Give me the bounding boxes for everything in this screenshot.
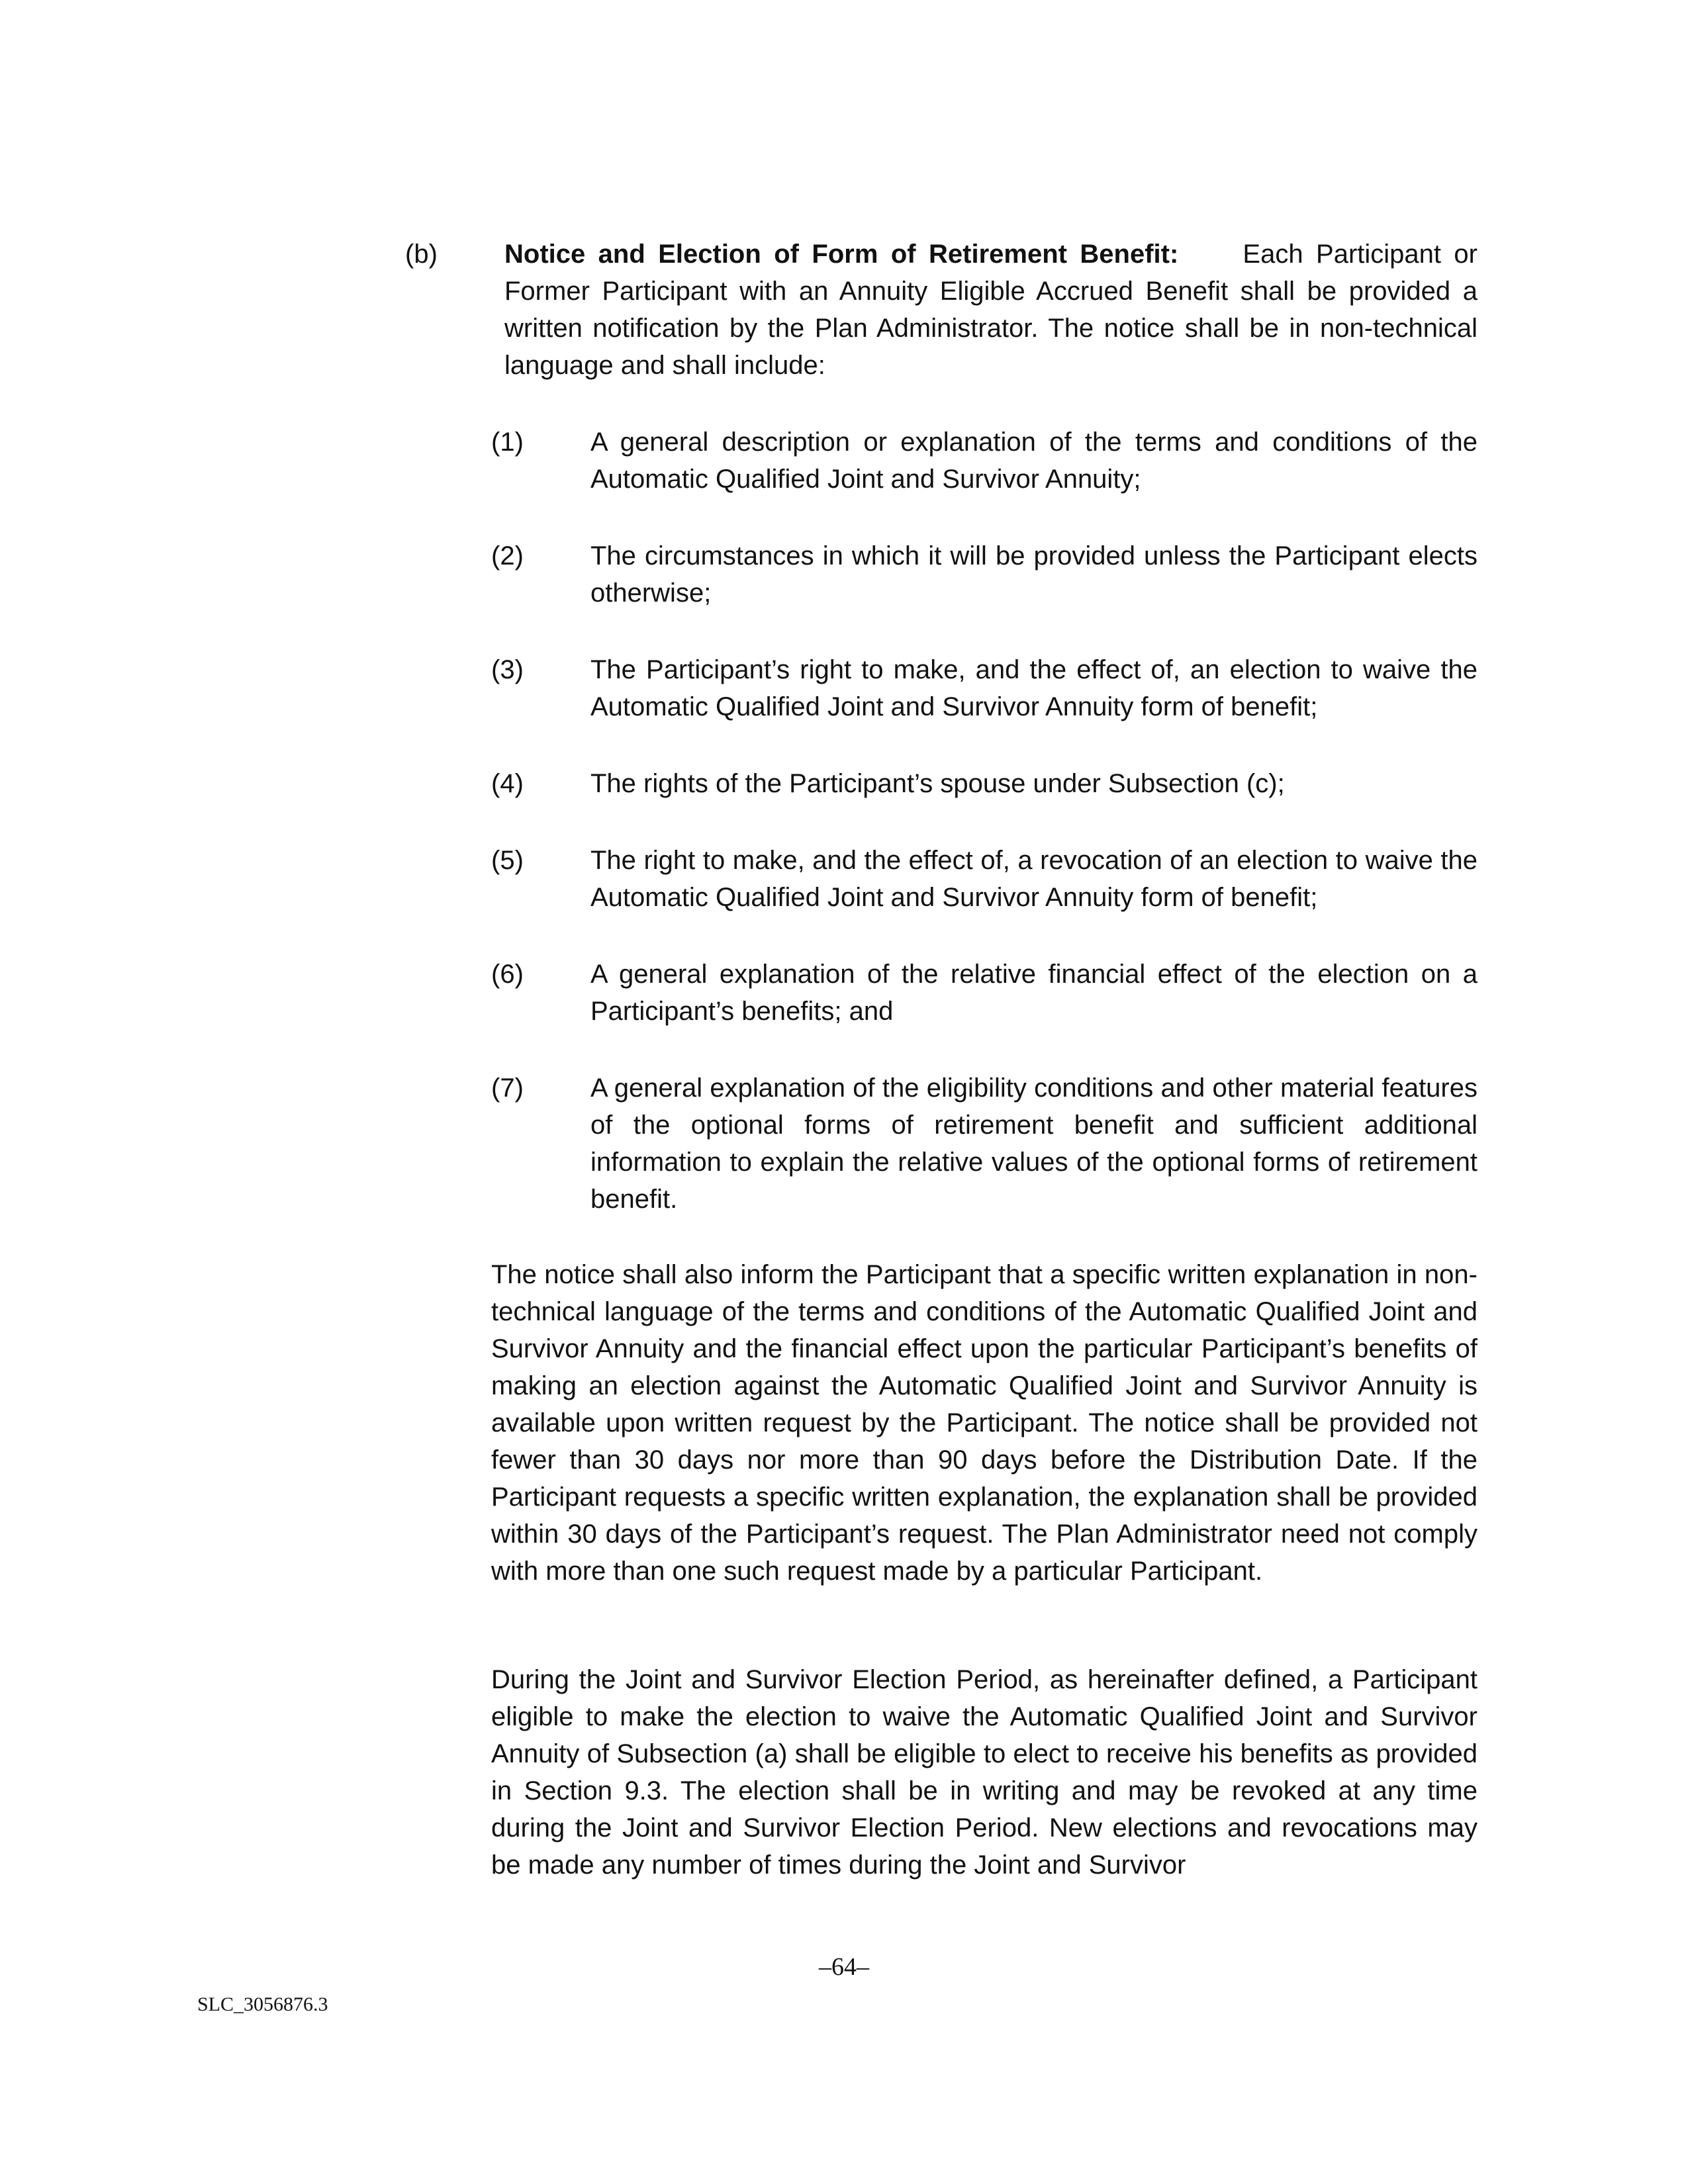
- list-item-number: (4): [491, 769, 524, 798]
- paragraph-notice: The notice shall also inform the Participant that a specific written explanation in non-technical language of the terms and conditions of the Automatic Qualified Joint and Survivor Annuity and the financial effect upon the particular Participant’s benefits of making an election against the Automatic Qualified Joint and Survivor Annuity is available upon written request by the Participant. The notice shall be provided not fewer than 30 days nor more than 90 days before the Distribution Date. If the Participant requests a specific written explanation, the explanation shall be provided within 30 days of the Participant’s request. The Plan Administrator need not comply with more than one such request made by a particular Participant.: [491, 1260, 1477, 1586]
- section-intro-text: Each Participant or Former Participant with an Annuity Eligible Accrued Benefit shall be provided a written notification by the Plan Administrator. The notice shall be in non-technical language and shall include:: [504, 240, 1477, 380]
- list-item-text: A general description or explanation of the terms and conditions of the Automatic Qualified Joint and Survivor Annuity;: [590, 428, 1477, 494]
- list-item-text: A general explanation of the eligibility conditions and other material features of the optional forms of retirement benefit and sufficient additional information to explain the relative values of the optional forms of retirement benefit.: [590, 1073, 1477, 1214]
- section-intro-paragraph: [504, 236, 1477, 384]
- section-label: (b): [405, 240, 438, 269]
- page-number: –64–: [819, 1953, 869, 1981]
- list-item-text: The circumstances in which it will be provided unless the Participant elects otherwise;: [590, 541, 1477, 608]
- list-item-number: (2): [491, 541, 524, 570]
- list-item-text: The rights of the Participant’s spouse under Subsection (c);: [590, 769, 1285, 798]
- list-item-number: (3): [491, 655, 524, 684]
- document-id: SLC_3056876.3: [197, 1993, 328, 2015]
- list-item-number: (5): [491, 846, 524, 875]
- list-item-number: (1): [491, 428, 524, 457]
- paragraph-election-period: During the Joint and Survivor Election Period, as hereinafter defined, a Participant eligible to make the election to waive the Automatic Qualified Joint and Survivor Annuity of Subsection (a) shall be eligible to elect to receive his benefits as provided in Section 9.3. The election shall be in writing and may be revoked at any time during the Joint and Survivor Election Period. New elections and revocations may be made any number of times during the Joint and Survivor: [491, 1665, 1477, 1880]
- list-item-text: The right to make, and the effect of, a revocation of an election to waive the Automatic Qualified Joint and Survivor Annuity form of benefit;: [590, 846, 1477, 912]
- list-item-text: The Participant’s right to make, and the effect of, an election to waive the Automatic Qualified Joint and Survivor Annuity form of benefit;: [590, 655, 1477, 721]
- section-title: Notice and Election of Form of Retirement Benefit:: [504, 240, 1179, 269]
- list-item-text: A general explanation of the relative financial effect of the election on a Participant’s benefits; and: [590, 960, 1477, 1026]
- list-item-number: (6): [491, 960, 524, 989]
- list-item-number: (7): [491, 1073, 524, 1103]
